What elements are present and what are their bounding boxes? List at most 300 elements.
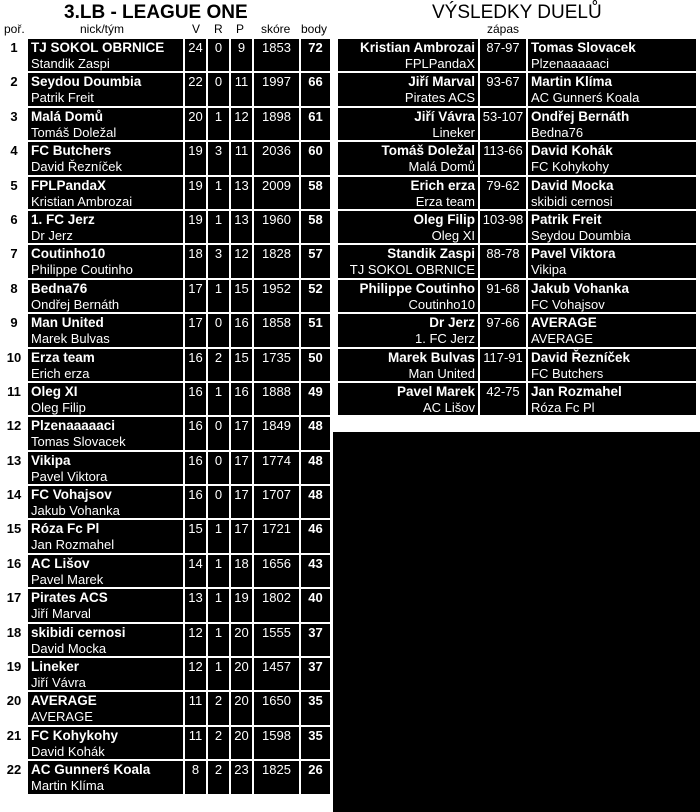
table-row xyxy=(0,279,333,313)
losses-value: 17 xyxy=(234,452,249,468)
points-cell xyxy=(301,520,330,552)
wins-value: 13 xyxy=(188,590,203,606)
score-cell xyxy=(254,658,299,690)
home-manager: Oleg Filip xyxy=(413,211,475,227)
points-value: 51 xyxy=(308,315,323,331)
wins-value: 11 xyxy=(188,727,203,743)
away-team: skibidi cernosi xyxy=(531,193,613,209)
away-manager: Jakub Vohanka xyxy=(531,280,630,296)
points-value: 48 xyxy=(308,487,323,503)
draws-cell xyxy=(208,624,229,656)
team-cell xyxy=(28,73,183,105)
losses-value: 20 xyxy=(234,624,249,640)
header-score: skóre xyxy=(261,22,291,36)
losses-value: 20 xyxy=(234,659,249,675)
draws-value: 3 xyxy=(214,246,223,262)
manager-name: Dr Jerz xyxy=(31,227,73,243)
losses-value: 16 xyxy=(234,315,249,331)
draws-value: 0 xyxy=(214,315,223,331)
draws-value: 2 xyxy=(214,727,223,743)
team-cell xyxy=(28,142,183,174)
duel-score: 87-97 xyxy=(486,40,520,55)
away-manager: Patrik Freit xyxy=(531,211,602,227)
draws-cell xyxy=(208,452,229,484)
home-team: Malá Domů xyxy=(408,159,475,175)
team-name: AC Gunnerś Koala xyxy=(31,762,151,778)
points-cell xyxy=(301,555,330,587)
team-name: FC Vohajsov xyxy=(31,487,112,503)
team-name: Vikipa xyxy=(31,452,71,468)
league-title: 3.LB - LEAGUE ONE xyxy=(64,2,248,23)
table-row xyxy=(0,38,333,72)
duel-row xyxy=(338,210,700,244)
score-value: 1656 xyxy=(262,555,291,571)
table-row xyxy=(0,176,333,210)
points-value: 58 xyxy=(308,211,323,227)
draws-value: 1 xyxy=(214,590,223,606)
score-value: 2036 xyxy=(262,143,291,159)
table-row xyxy=(0,382,333,416)
team-cell xyxy=(28,452,183,484)
away-manager: Ondřej Bernáth xyxy=(531,108,630,124)
score-value: 1802 xyxy=(262,590,291,606)
score-cell xyxy=(254,314,299,346)
wins-value: 17 xyxy=(188,315,203,331)
home-team: AC Lišov xyxy=(422,399,475,415)
draws-value: 1 xyxy=(214,177,223,193)
points-value: 43 xyxy=(308,555,323,571)
points-cell xyxy=(301,417,330,449)
score-cell xyxy=(480,211,526,243)
team-name: Man United xyxy=(31,315,104,331)
rank: 22 xyxy=(6,762,22,778)
duels-table xyxy=(338,38,700,416)
draws-value: 2 xyxy=(214,349,223,365)
manager-name: Marek Bulvas xyxy=(31,331,110,347)
home-manager: Standik Zaspi xyxy=(387,246,475,262)
duel-row xyxy=(338,38,700,72)
manager-name: Oleg Filip xyxy=(31,399,86,415)
score-cell xyxy=(254,761,299,793)
draws-value: 0 xyxy=(214,40,223,55)
losses-cell xyxy=(231,280,252,312)
losses-cell xyxy=(231,727,252,759)
team-name: Bedna76 xyxy=(31,280,88,296)
away-cell xyxy=(528,39,696,71)
draws-cell xyxy=(208,692,229,724)
score-cell xyxy=(254,624,299,656)
points-value: 61 xyxy=(308,108,323,124)
rank: 19 xyxy=(6,659,22,675)
score-cell xyxy=(254,280,299,312)
score-value: 1898 xyxy=(262,108,291,124)
losses-cell xyxy=(231,692,252,724)
draws-value: 1 xyxy=(214,280,223,296)
table-row xyxy=(0,657,333,691)
team-name: 1. FC Jerz xyxy=(31,211,95,227)
points-cell xyxy=(301,211,330,243)
score-value: 1774 xyxy=(262,452,291,468)
home-cell xyxy=(338,108,478,140)
duel-score: 113-66 xyxy=(483,143,523,159)
points-cell xyxy=(301,727,330,759)
home-manager: Dr Jerz xyxy=(429,315,475,331)
manager-name: Ondřej Bernáth xyxy=(31,296,120,312)
table-row xyxy=(0,588,333,622)
points-value: 40 xyxy=(308,590,323,606)
home-cell xyxy=(338,349,478,381)
wins-value: 16 xyxy=(188,418,203,434)
points-cell xyxy=(301,624,330,656)
score-value: 1457 xyxy=(262,659,291,675)
score-cell xyxy=(254,349,299,381)
points-cell xyxy=(301,589,330,621)
table-row xyxy=(0,451,333,485)
wins-cell xyxy=(185,314,206,346)
home-manager: Jiří Vávra xyxy=(414,108,475,124)
team-cell xyxy=(28,417,183,449)
home-cell xyxy=(338,245,478,277)
team-cell xyxy=(28,211,183,243)
wins-cell xyxy=(185,211,206,243)
losses-cell xyxy=(231,177,252,209)
manager-name: Erich erza xyxy=(31,365,90,381)
losses-value: 15 xyxy=(234,349,249,365)
losses-cell xyxy=(231,349,252,381)
losses-cell xyxy=(231,520,252,552)
draws-cell xyxy=(208,108,229,140)
draws-cell xyxy=(208,417,229,449)
away-team: FC Kohykohy xyxy=(531,159,610,175)
duel-row xyxy=(338,72,700,106)
rank: 10 xyxy=(6,349,22,365)
score-cell xyxy=(480,142,526,174)
team-cell xyxy=(28,589,183,621)
duels-title: VÝSLEDKY DUELŮ xyxy=(432,2,602,23)
losses-value: 15 xyxy=(234,280,249,296)
wins-cell xyxy=(185,39,206,71)
away-team: FC Butchers xyxy=(531,365,604,381)
rank: 16 xyxy=(6,555,22,571)
away-manager: David Kohák xyxy=(531,143,613,159)
wins-cell xyxy=(185,142,206,174)
manager-name: David Mocka xyxy=(31,640,107,656)
score-cell xyxy=(254,452,299,484)
losses-value: 11 xyxy=(234,74,249,90)
losses-cell xyxy=(231,383,252,415)
points-value: 66 xyxy=(308,74,323,90)
wins-cell xyxy=(185,589,206,621)
score-cell xyxy=(254,211,299,243)
wins-cell xyxy=(185,658,206,690)
draws-value: 0 xyxy=(214,418,223,434)
losses-value: 23 xyxy=(234,762,249,778)
draws-cell xyxy=(208,520,229,552)
points-cell xyxy=(301,486,330,518)
draws-value: 0 xyxy=(214,452,223,468)
score-cell xyxy=(254,692,299,724)
wins-value: 17 xyxy=(188,280,203,296)
header-points: body xyxy=(301,22,328,36)
points-value: 57 xyxy=(308,246,323,262)
away-cell xyxy=(528,211,696,243)
losses-cell xyxy=(231,417,252,449)
team-cell xyxy=(28,280,183,312)
losses-value: 17 xyxy=(234,521,249,537)
losses-cell xyxy=(231,486,252,518)
rank: 6 xyxy=(10,211,18,227)
losses-value: 12 xyxy=(234,246,249,262)
draws-value: 0 xyxy=(214,74,223,90)
manager-name: Patrik Freit xyxy=(31,90,94,106)
score-cell xyxy=(480,314,526,346)
away-manager: David Mocka xyxy=(531,177,614,193)
rank: 18 xyxy=(6,624,22,640)
team-name: FC Butchers xyxy=(31,143,112,159)
team-cell xyxy=(28,486,183,518)
team-cell xyxy=(28,177,183,209)
team-name: Plzenaaaaaci xyxy=(31,418,116,434)
wins-cell xyxy=(185,555,206,587)
wins-value: 12 xyxy=(188,624,203,640)
rank: 17 xyxy=(6,590,22,606)
wins-cell xyxy=(185,624,206,656)
losses-value: 20 xyxy=(234,693,249,709)
away-cell xyxy=(528,177,696,209)
points-cell xyxy=(301,658,330,690)
wins-value: 16 xyxy=(188,349,203,365)
losses-cell xyxy=(231,108,252,140)
wins-value: 20 xyxy=(188,108,203,124)
losses-value: 16 xyxy=(234,383,249,399)
score-cell xyxy=(254,177,299,209)
score-cell xyxy=(254,486,299,518)
wins-cell xyxy=(185,177,206,209)
manager-name: Kristian Ambrozai xyxy=(31,193,133,209)
table-row xyxy=(0,244,333,278)
score-value: 1721 xyxy=(262,521,291,537)
team-name: Malá Domů xyxy=(31,108,104,124)
duel-row xyxy=(338,348,700,382)
wins-cell xyxy=(185,108,206,140)
away-team: AVERAGE xyxy=(531,331,593,347)
wins-cell xyxy=(185,280,206,312)
score-value: 1555 xyxy=(262,624,291,640)
away-cell xyxy=(528,73,696,105)
duel-row xyxy=(338,176,700,210)
wins-cell xyxy=(185,245,206,277)
losses-value: 9 xyxy=(237,40,246,55)
rank: 13 xyxy=(6,452,22,468)
draws-value: 1 xyxy=(214,211,223,227)
header-v: V xyxy=(192,22,201,36)
draws-value: 1 xyxy=(214,108,223,124)
points-cell xyxy=(301,73,330,105)
manager-name: Philippe Coutinho xyxy=(31,262,133,278)
away-cell xyxy=(528,349,696,381)
score-cell xyxy=(480,383,526,415)
points-value: 37 xyxy=(308,624,323,640)
rank: 14 xyxy=(6,487,22,503)
table-row xyxy=(0,348,333,382)
duel-score: 97-66 xyxy=(486,315,520,331)
wins-cell xyxy=(185,417,206,449)
team-name: Oleg XI xyxy=(31,383,78,399)
home-manager: Tomáš Doležal xyxy=(381,143,475,159)
away-manager: Pavel Viktora xyxy=(531,246,616,262)
draws-cell xyxy=(208,73,229,105)
rank: 21 xyxy=(6,727,22,743)
duel-row xyxy=(338,279,700,313)
home-cell xyxy=(338,73,478,105)
wins-cell xyxy=(185,383,206,415)
points-value: 49 xyxy=(308,383,323,399)
away-team: Seydou Doumbia xyxy=(531,227,631,243)
score-cell xyxy=(254,727,299,759)
draws-cell xyxy=(208,39,229,71)
away-cell xyxy=(528,245,696,277)
points-cell xyxy=(301,245,330,277)
team-cell xyxy=(28,314,183,346)
team-cell xyxy=(28,761,183,793)
wins-cell xyxy=(185,692,206,724)
manager-name: Tomáš Doležal xyxy=(31,124,117,140)
rank: 8 xyxy=(10,280,18,296)
points-cell xyxy=(301,761,330,793)
score-cell xyxy=(254,108,299,140)
wins-value: 16 xyxy=(188,383,203,399)
draws-cell xyxy=(208,589,229,621)
team-cell xyxy=(28,727,183,759)
table-row xyxy=(0,519,333,553)
draws-cell xyxy=(208,314,229,346)
away-team: Bedna76 xyxy=(531,124,584,140)
team-cell xyxy=(28,108,183,140)
wins-cell xyxy=(185,486,206,518)
points-cell xyxy=(301,349,330,381)
draws-value: 1 xyxy=(214,521,223,537)
header-pos: poř. xyxy=(4,22,25,36)
team-cell xyxy=(28,39,183,71)
losses-cell xyxy=(231,73,252,105)
losses-value: 13 xyxy=(234,177,249,193)
duel-score: 103-98 xyxy=(482,211,524,227)
score-cell xyxy=(254,383,299,415)
home-cell xyxy=(338,39,478,71)
standings-table xyxy=(0,38,333,795)
team-name: Seydou Doumbia xyxy=(31,74,142,90)
wins-cell xyxy=(185,727,206,759)
table-row xyxy=(0,141,333,175)
away-cell xyxy=(528,142,696,174)
losses-cell xyxy=(231,245,252,277)
table-row xyxy=(0,210,333,244)
score-value: 1849 xyxy=(262,418,291,434)
losses-cell xyxy=(231,39,252,71)
points-cell xyxy=(301,314,330,346)
duel-row xyxy=(338,141,700,175)
points-value: 35 xyxy=(308,693,323,709)
home-team: 1. FC Jerz xyxy=(415,331,475,347)
score-value: 1650 xyxy=(262,693,291,709)
wins-value: 8 xyxy=(191,762,200,778)
points-value: 37 xyxy=(308,659,323,675)
score-value: 1888 xyxy=(262,383,291,399)
team-name: skibidi cernosi xyxy=(31,624,126,640)
draws-cell xyxy=(208,383,229,415)
team-name: Pirates ACS xyxy=(31,590,108,606)
away-team: Róza Fc Pl xyxy=(531,399,595,415)
draws-value: 1 xyxy=(214,383,223,399)
losses-value: 13 xyxy=(234,211,249,227)
draws-value: 1 xyxy=(214,555,223,571)
away-manager: Jan Rozmahel xyxy=(531,383,622,399)
home-team: Erza team xyxy=(415,193,475,209)
home-team: Lineker xyxy=(432,124,475,140)
score-value: 1707 xyxy=(262,487,291,503)
draws-value: 2 xyxy=(214,693,223,709)
losses-cell xyxy=(231,314,252,346)
table-row xyxy=(0,107,333,141)
manager-name: David Řezníček xyxy=(31,159,123,175)
points-cell xyxy=(301,383,330,415)
table-row xyxy=(0,554,333,588)
wins-value: 24 xyxy=(188,40,203,55)
team-cell xyxy=(28,245,183,277)
team-cell xyxy=(28,658,183,690)
wins-value: 18 xyxy=(188,246,203,262)
wins-cell xyxy=(185,761,206,793)
draws-cell xyxy=(208,486,229,518)
duel-score: 91-68 xyxy=(486,280,520,296)
wins-cell xyxy=(185,520,206,552)
points-cell xyxy=(301,177,330,209)
losses-cell xyxy=(231,142,252,174)
draws-cell xyxy=(208,245,229,277)
home-manager: Marek Bulvas xyxy=(387,349,475,365)
away-cell xyxy=(528,108,696,140)
wins-value: 16 xyxy=(188,452,203,468)
draws-value: 1 xyxy=(214,624,223,640)
home-team: Oleg XI xyxy=(431,227,475,243)
team-name: FPLPandaX xyxy=(31,177,107,193)
losses-value: 18 xyxy=(234,555,249,571)
table-row xyxy=(0,313,333,347)
team-cell xyxy=(28,383,183,415)
team-cell xyxy=(28,349,183,381)
score-value: 1825 xyxy=(262,762,291,778)
points-value: 72 xyxy=(308,40,323,55)
points-cell xyxy=(301,692,330,724)
header-match: zápas xyxy=(487,22,520,36)
score-value: 2009 xyxy=(262,177,291,193)
draws-value: 3 xyxy=(214,143,223,159)
home-cell xyxy=(338,211,478,243)
losses-value: 17 xyxy=(234,487,249,503)
wins-value: 15 xyxy=(188,521,203,537)
rank: 7 xyxy=(10,246,18,262)
losses-cell xyxy=(231,452,252,484)
team-name: AC Lišov xyxy=(31,555,90,571)
duel-score: 53-107 xyxy=(482,108,524,124)
draws-cell xyxy=(208,727,229,759)
wins-value: 19 xyxy=(188,177,203,193)
draws-cell xyxy=(208,658,229,690)
manager-name: Martin Klíma xyxy=(31,778,104,794)
duel-score: 42-75 xyxy=(486,383,520,399)
score-cell xyxy=(480,349,526,381)
score-cell xyxy=(254,520,299,552)
